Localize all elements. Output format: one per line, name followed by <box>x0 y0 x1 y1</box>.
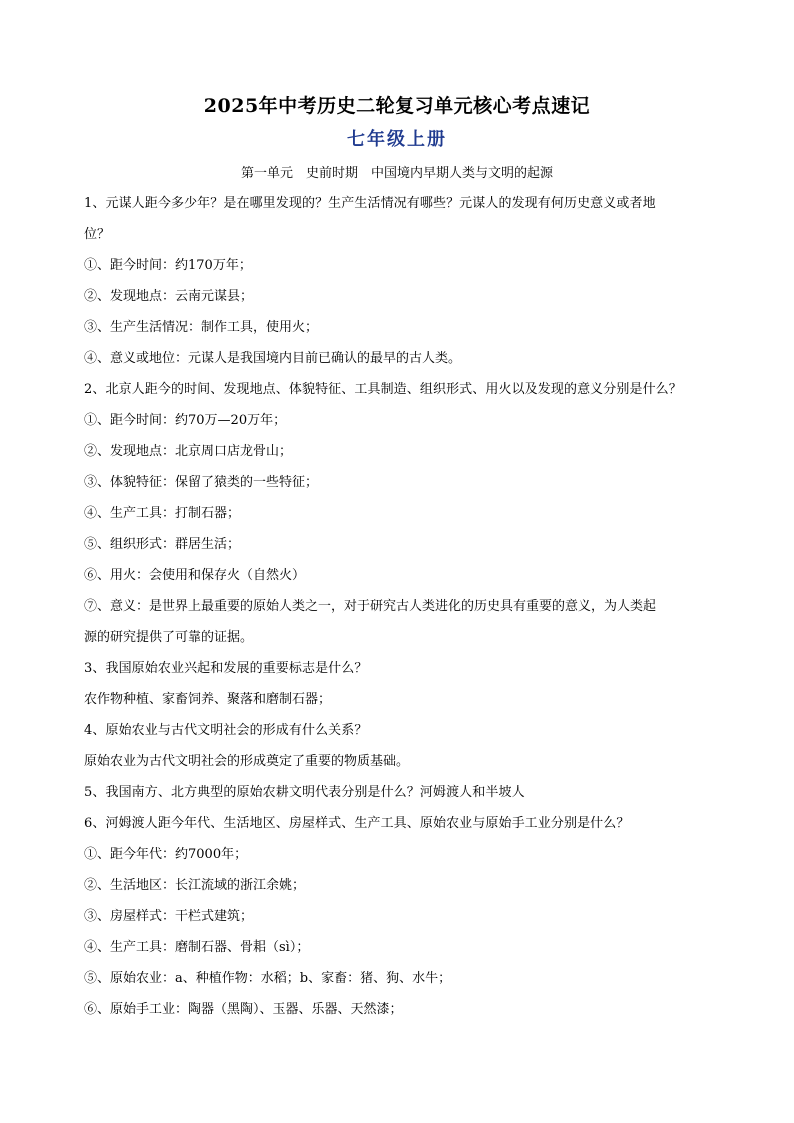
document-title: 2025年中考历史二轮复习单元核心考点速记 <box>203 95 591 117</box>
answer-line: ②、生活地区：长江流域的浙江余姚； <box>84 878 306 893</box>
answer-line: ①、距今时间：约70万—20万年； <box>84 413 287 428</box>
question-4: 4、原始农业与古代文明社会的形成有什么关系？ <box>84 723 368 738</box>
answer-line: ①、距今时间：约170万年； <box>84 258 252 273</box>
answer-line: 农作物种植、家畜饲养、聚落和磨制石器； <box>84 692 332 707</box>
question-6: 6、河姆渡人距今年代、生活地区、房屋样式、生产工具、原始农业与原始手工业分别是什么？ <box>84 816 630 831</box>
question-1-line-2: 位？ <box>84 227 111 242</box>
answer-line: 源的研究提供了可靠的证据。 <box>84 630 254 645</box>
question-3: 3、我国原始农业兴起和发展的重要标志是什么？ <box>84 661 368 676</box>
answer-line: ④、意义或地位：元谋人是我国境内目前已确认的最早的古人类。 <box>84 351 462 366</box>
answer-line: ②、发现地点：北京周口店龙骨山； <box>84 444 293 459</box>
answer-line: ②、发现地点：云南元谋县； <box>84 289 254 304</box>
answer-line: ④、生产工具：磨制石器、骨耜（sì）； <box>84 940 310 955</box>
answer-line: ③、生产生活情况：制作工具，使用火； <box>84 320 319 335</box>
unit-heading: 第一单元 史前时期 中国境内早期人类与文明的起源 <box>240 166 553 181</box>
answer-line: ④、生产工具：打制石器； <box>84 506 241 521</box>
answer-line: 原始农业为古代文明社会的形成奠定了重要的物质基础。 <box>84 754 410 769</box>
answer-line: ⑤、组织形式：群居生活； <box>84 537 241 552</box>
answer-line: ⑦、意义：是世界上最重要的原始人类之一，对于研究古人类进化的历史具有重要的意义，为人类起 <box>84 599 657 614</box>
question-1-line-1: 1、元谋人距今多少年？是在哪里发现的？生产生活情况有哪些？元谋人的发现有何历史意义或者地 <box>84 196 656 211</box>
answer-line: ①、距今年代：约7000年； <box>84 847 248 862</box>
answer-line: ⑥、用火：会使用和保存火（自然火） <box>84 568 306 583</box>
answer-line: ⑥、原始手工业：陶器（黑陶）、玉器、乐器、天然漆； <box>84 1002 403 1017</box>
grade-subtitle: 七年级上册 <box>347 129 447 150</box>
answer-line: ③、体貌特征：保留了猿类的一些特征； <box>84 475 319 490</box>
answer-line: ⑤、原始农业：a、种植作物：水稻；b、家畜：猪、狗、水牛； <box>84 971 452 986</box>
question-2: 2、北京人距今的时间、发现地点、体貌特征、工具制造、组织形式、用火以及发现的意义分别是什么？ <box>84 382 682 397</box>
answer-line: ③、房屋样式：干栏式建筑； <box>84 909 254 924</box>
question-5: 5、我国南方、北方典型的原始农耕文明代表分别是什么？河姆渡人和半坡人 <box>84 785 525 800</box>
content-lines <box>84 188 710 1025</box>
